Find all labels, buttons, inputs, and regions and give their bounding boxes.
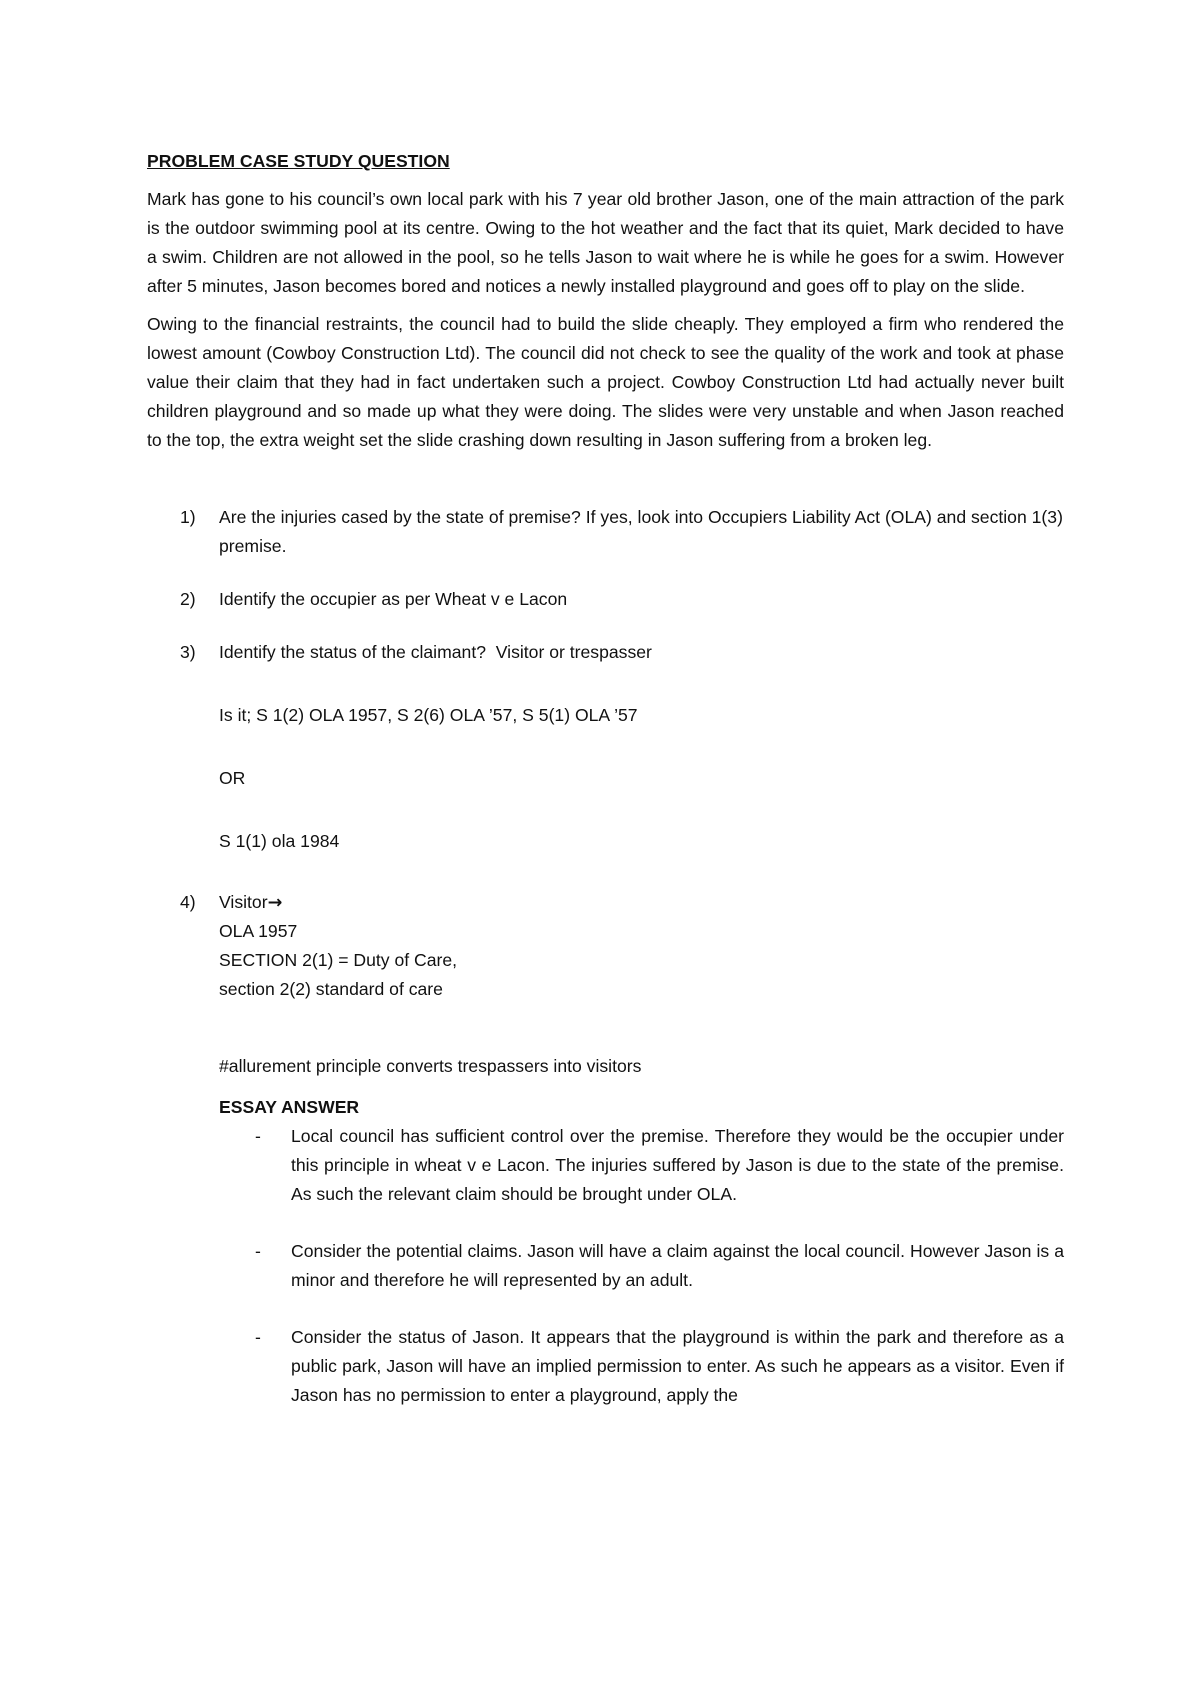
essay-title: ESSAY ANSWER	[219, 1097, 360, 1117]
essay-section	[147, 1093, 1064, 1410]
question-item-1	[147, 503, 1064, 561]
question-number: 4)	[180, 892, 196, 912]
essay-point-3	[183, 1323, 1064, 1410]
duty-of-care-line: SECTION 2(1) = Duty of Care,	[219, 950, 458, 970]
ola-line: OLA 1957	[219, 921, 298, 941]
question-text: Identify the status of the claimant? Visitor or trespasser	[219, 642, 652, 662]
essay-point-1	[183, 1122, 1064, 1209]
question-item-3	[147, 638, 1064, 667]
question-item-4	[147, 888, 1064, 1004]
question-list	[147, 503, 1064, 1410]
essay-point-2	[183, 1237, 1064, 1295]
status-option-or: OR	[219, 768, 246, 788]
question-number: 3)	[180, 642, 196, 662]
standard-of-care-line: section 2(2) standard of care	[219, 979, 443, 999]
page-title: PROBLEM CASE STUDY QUESTION	[147, 151, 450, 171]
scenario-paragraph-2: Owing to the financial restraints, the council had to build the slide cheaply. They employed a firm who rendered the lowest amount (Cowboy Construction Ltd). The council did not check to see the quality of the work and took at phase value their claim that they had in fact undertaken such a project. Cowboy Construction Ltd had actually never built children playground and so made up what they were doing. The slides were very unstable and when Jason reached to the top, the extra weight set the slide crashing down resulting in Jason suffering from a broken leg.	[147, 314, 1064, 450]
visitor-line	[219, 888, 1064, 917]
right-arrow-icon: →	[267, 893, 283, 913]
status-option-1: Is it; S 1(2) OLA 1957, S 2(6) OLA ’57, S 5(1) OLA ’57	[219, 705, 638, 725]
bullet-dash: -	[255, 1241, 261, 1261]
question-text: Are the injuries cased by the state of premise? If yes, look into Occupiers Liability Act (OLA) and section 1(3) premise.	[219, 507, 1063, 556]
scenario-paragraph-1: Mark has gone to his council’s own local park with his 7 year old brother Jason, one of the main attraction of the park is the outdoor swimming pool at its centre. Owing to the hot weather and the fact that its quiet, Mark decided to have a swim. Children are not allowed in the pool, so he tells Jason to wait where he is while he goes for a swim. However after 5 minutes, Jason becomes bored and notices a newly installed playground and goes off to play on the slide.	[147, 189, 1064, 296]
essay-point-text: Consider the potential claims. Jason will have a claim against the local council. However Jason is a minor and therefore he will represented by an adult.	[291, 1241, 1064, 1290]
visitor-label: Visitor	[219, 892, 268, 912]
bullet-dash: -	[255, 1126, 261, 1146]
question-item-2	[147, 585, 1064, 614]
document-body	[147, 147, 1064, 1438]
allurement-note: #allurement principle converts trespassers into visitors	[219, 1056, 642, 1076]
question-text: Identify the occupier as per Wheat v e Lacon	[219, 589, 568, 609]
status-option-2: S 1(1) ola 1984	[219, 831, 340, 851]
question-number: 1)	[180, 507, 196, 527]
essay-point-text: Consider the status of Jason. It appears that the playground is within the park and therefore as a public park, Jason will have an implied permission to enter. As such he appears as a visitor. Even if Jason has no permission to enter a playground, apply the	[291, 1327, 1064, 1405]
bullet-dash: -	[255, 1327, 261, 1347]
question-number: 2)	[180, 589, 196, 609]
essay-point-text: Local council has sufficient control over the premise. Therefore they would be the occupier under this principle in wheat v e Lacon. The injuries suffered by Jason is due to the state of the premise. As such the relevant claim should be brought under OLA.	[291, 1126, 1064, 1204]
